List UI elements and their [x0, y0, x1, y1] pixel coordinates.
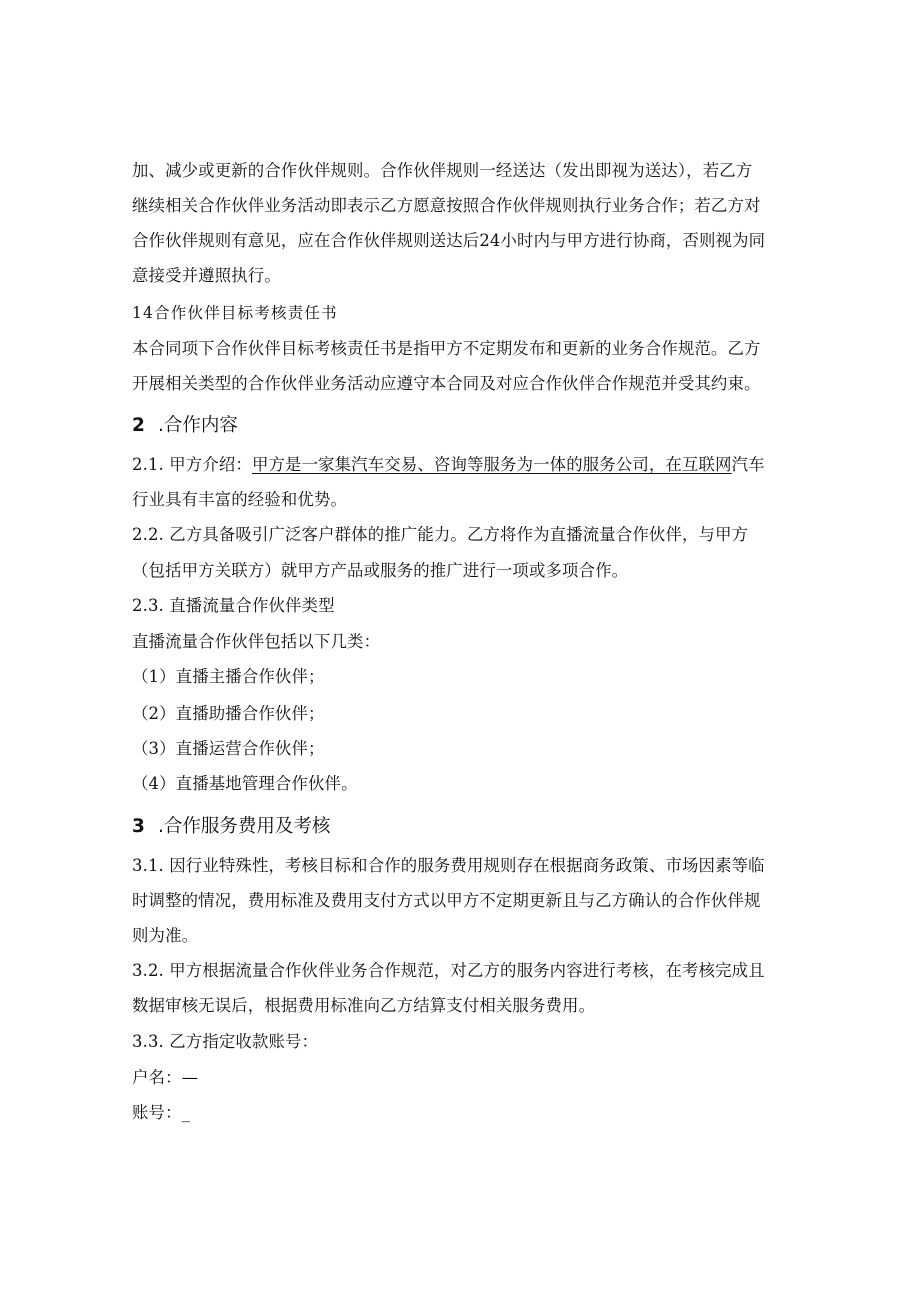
clause-2-1-line — [132, 454, 765, 476]
list-item: （1）直播主播合作伙伴； — [132, 667, 325, 686]
paragraph-line: 开展相关类型的合作伙伴业务活动应遵守本合同及对应合作伙伴合作规范并受其约束。 — [132, 374, 761, 393]
section-3-heading — [132, 815, 330, 839]
paragraph-line: 行业具有丰富的经验和优势。 — [132, 490, 348, 509]
section-title: .合作内容 — [158, 415, 238, 436]
paragraph-line: 时调整的情况，费用标准及费用支付方式以甲方不定期更新且与乙方确认的合作伙伴规 — [132, 891, 761, 910]
paragraph-line: 数据审核无误后，根据费用标准向乙方结算支付相关服务费用。 — [132, 996, 596, 1015]
section-2-heading — [132, 414, 238, 438]
clause-3-3-title: 3.3. 乙方指定收款账号： — [132, 1032, 319, 1051]
paragraph-line: 继续相关合作伙伴业务活动即表示乙方愿意按照合作伙伴规则执行业务合作；若乙方对 — [132, 196, 761, 215]
account-name-field: 户名：— — [132, 1068, 199, 1087]
paragraph-line: （包括甲方关联方）就甲方产品或服务的推广进行一项或多项合作。 — [132, 561, 629, 580]
underlined-text: 甲方是一家集汽车交易、咨询等服务为一体的服务公司，在互联网 — [251, 455, 732, 474]
paragraph-line: 3.1. 因行业特殊性，考核目标和合作的服务费用规则存在根据商务政策、市场因素等临 — [132, 856, 765, 875]
clause-suffix: 汽车 — [731, 455, 765, 474]
list-item: （2）直播助播合作伙伴； — [132, 704, 325, 723]
paragraph-line: 3.2. 甲方根据流量合作伙伴业务合作规范，对乙方的服务内容进行考核，在考核完成且 — [132, 961, 765, 980]
clause-prefix: 2.1. 甲方介绍： — [132, 455, 252, 474]
paragraph-line: 则为准。 — [132, 926, 199, 945]
section-title: .合作服务费用及考核 — [158, 816, 331, 837]
clause-1-4-title: 14合作伙伴目标考核责任书 — [132, 304, 338, 322]
paragraph-line: 2.2. 乙方具备吸引广泛客户群体的推广能力。乙方将作为直播流量合作伙伴，与甲方 — [132, 525, 749, 544]
clause-2-3-title: 2.3. 直播流量合作伙伴类型 — [132, 596, 335, 615]
list-intro: 直播流量合作伙伴包括以下几类： — [132, 632, 381, 651]
paragraph-line: 意接受并遵照执行。 — [132, 266, 281, 285]
list-item: （4）直播基地管理合作伙伴。 — [132, 774, 358, 793]
paragraph-line: 加、减少或更新的合作伙伴规则。合作伙伴规则一经送达（发出即视为送达），若乙方 — [132, 161, 753, 180]
paragraph-line: 本合同项下合作伙伴目标考核责任书是指甲方不定期发布和更新的业务合作规范。乙方 — [132, 339, 761, 358]
paragraph-line: 合作伙伴规则有意见，应在合作伙伴规则送达后24小时内与甲方进行协商，否则视为同 — [132, 231, 766, 250]
account-number-field: 账号：_ — [132, 1103, 190, 1122]
list-item: （3）直播运营合作伙伴； — [132, 739, 325, 758]
section-number: 3 — [132, 816, 145, 837]
section-number: 2 — [132, 415, 145, 436]
